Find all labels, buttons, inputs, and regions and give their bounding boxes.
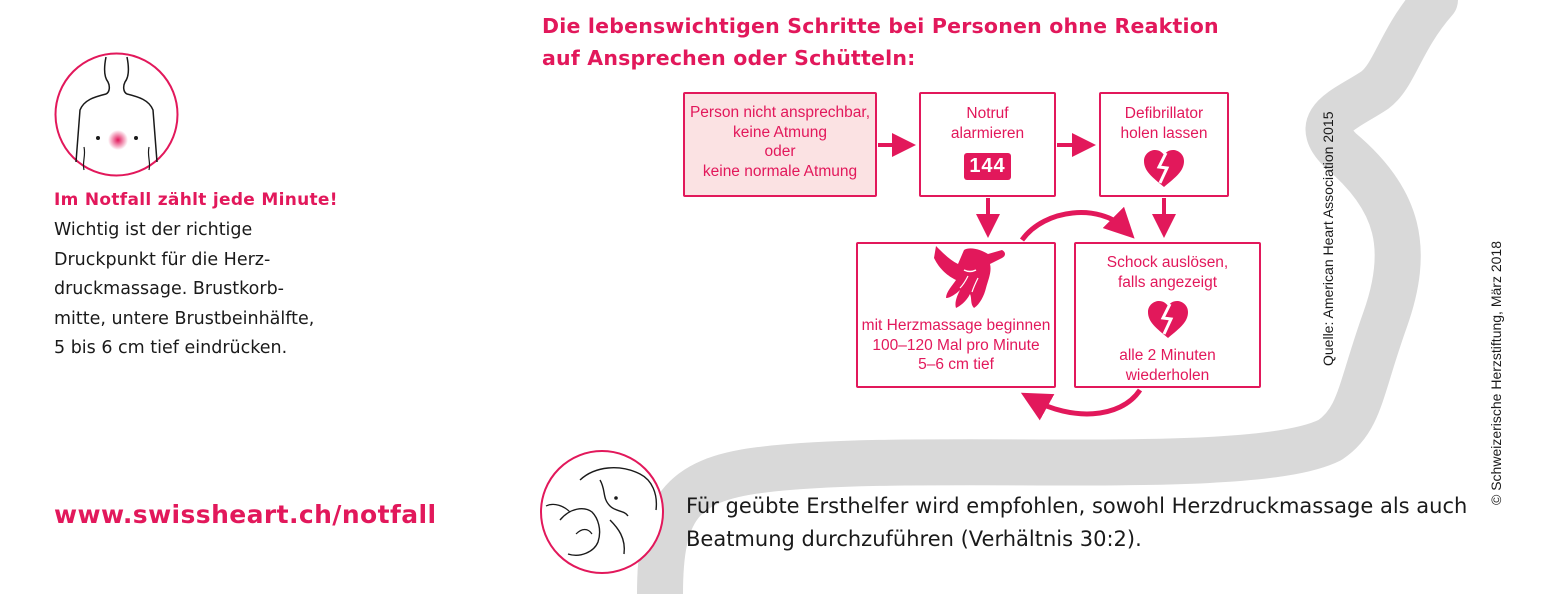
source-credit: Quelle: American Heart Association 2015 bbox=[1320, 111, 1336, 366]
copyright-notice: © Schweizerische Herzstiftung, März 2018 bbox=[1488, 241, 1504, 505]
emergency-heading: Im Notfall zählt jede Minute! bbox=[54, 190, 338, 210]
first-aider-note: Für geübte Ersthelfer wird empfohlen, sowohl Herzdruckmassage als auch Beatmung durchzuführen (Verhältnis 30:2). bbox=[686, 494, 1468, 551]
broken-heart-icon bbox=[1146, 300, 1190, 340]
broken-heart-icon bbox=[1142, 149, 1186, 189]
compression-instructions: Wichtig ist der richtige Druckpunkt für die Herz- druckmassage. Brustkorb- mitte, untere Brustbeinhälfte, 5 bis 6 cm tief eindrücken. bbox=[54, 220, 315, 358]
website-link[interactable]: www.swissheart.ch/notfall bbox=[54, 500, 437, 529]
step-call-emergency: Notruf alarmieren 144 bbox=[919, 92, 1056, 197]
diagram-title: Die lebenswichtigen Schritte bei Personen ohne Reaktion auf Ansprechen oder Schütteln: bbox=[542, 14, 1219, 70]
hand-on-chest-icon bbox=[930, 242, 1010, 312]
cycle-arrow-top bbox=[1022, 213, 1124, 240]
step-start-cpr: mit Herzmassage beginnen 100–120 Mal pro Minute 5–6 cm tief bbox=[856, 242, 1056, 388]
step-get-defibrillator: Defibrillator holen lassen bbox=[1099, 92, 1229, 197]
step-deliver-shock: Schock auslösen, falls angezeigt alle 2 Minuten wiederholen bbox=[1074, 242, 1261, 388]
step-unresponsive: Person nicht ansprechbar, keine Atmung oder keine normale Atmung bbox=[683, 92, 877, 197]
rescue-breath-icon bbox=[540, 450, 664, 574]
emergency-number-badge: 144 bbox=[964, 153, 1010, 180]
cycle-arrow-bottom bbox=[1034, 390, 1140, 414]
